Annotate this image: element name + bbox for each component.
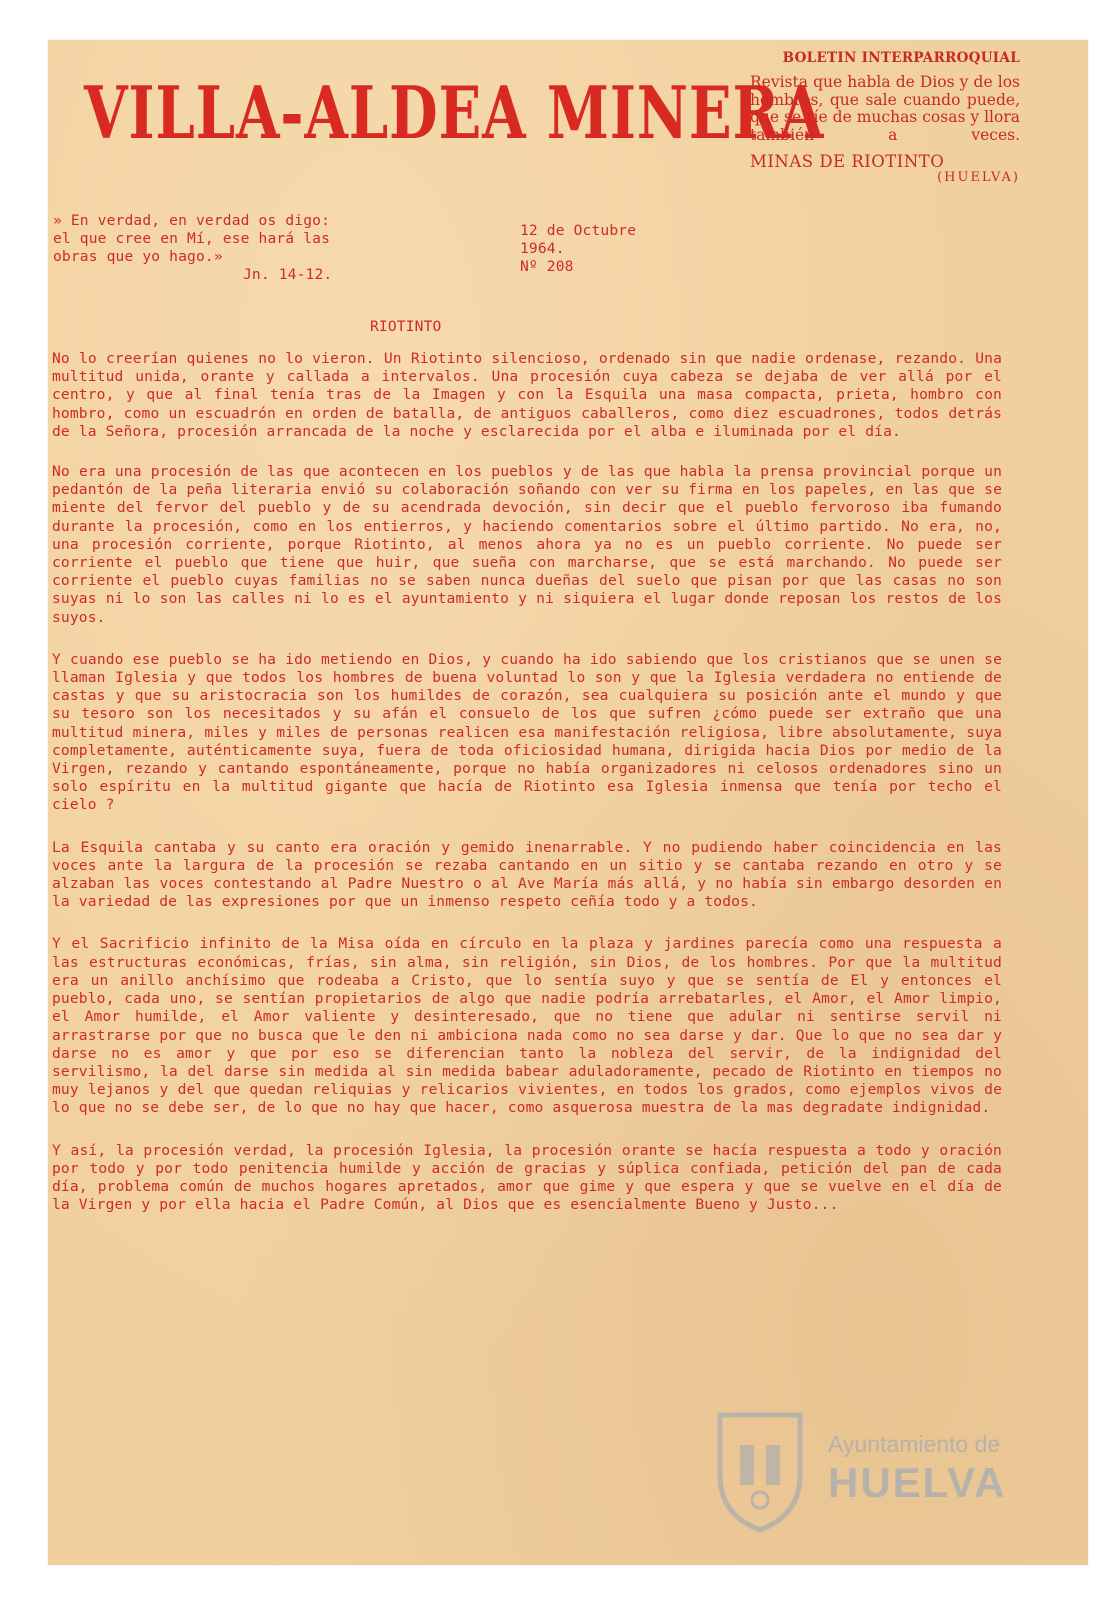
boletin-place: MINAS DE RIOTINTO: [750, 152, 945, 171]
quote-line: el que cree en Mí, ese hará las: [53, 230, 331, 247]
quote-line: » En verdad, en verdad os digo:: [53, 212, 331, 229]
boletin-description: Revista que habla de Dios y de los hombres, que sale cuando puede, que se ríe de muchas cosas y llora también a veces.: [750, 73, 1020, 144]
quote-reference: Jn. 14-12.: [243, 266, 333, 283]
article-paragraph: Y el Sacrificio infinito de la Misa oída en círculo en la plaza y jardines parecía como una respuesta a las estructuras económicas, frías, sin alma, sin religión, sin Dios, de los hombres. Por que la multitud era un anillo anchísimo que rodeaba a Cristo, que lo sentía suyo y que se sentía de El y entonces el pueblo, cada uno, se sentían propietarios de algo que nadie podría arrebatarles, el Amor, el Amor limpio, el Amor humilde, el Amor valiente y desinteresado, que no tiene que adular ni sentirse servil ni arrastrarse por que no busca que le den ni ambiciona nada como no sea darse y dar. Que lo que no sea dar y darse no es amor y que por eso se diferencian tanto la nobleza del servir, de la indignidad del servilismo, la del darse sin medida al sin medida babear aduladoramente, pecado de Riotinto en tiempos no muy lejanos y del que quedan reliquias y relicarios vivientes, en todos los grados, como ejemplos vivos de lo que no se debe ser, de lo que no hay que hacer, como asquerosa muestra de la mas degradate indignidad.: [52, 935, 1002, 1117]
issue-number: Nº 208: [520, 258, 574, 275]
boletin-kicker: BOLETIN INTERPARROQUIAL: [782, 50, 1020, 66]
issue-year: 1964.: [520, 240, 565, 257]
masthead-title: VILLA-ALDEA MINERA: [84, 70, 825, 155]
issue-date: 12 de Octubre: [520, 222, 637, 239]
archive-watermark: [700, 1405, 1030, 1535]
article-paragraph: La Esquila cantaba y su canto era oración y gemido inenarrable. Y no pudiendo haber coincidencia en las voces ante la largura de la procesión se rezaba cantando en un sitio y se cantaba rezando en otro y se alzaban las voces contestando al Padre Nuestro o al Ave María más allá, y no había sin embargo desorden en la variedad de las expresiones por que un inmenso respeto ceñía todo y a todos.: [52, 838, 1002, 911]
article-paragraph: No lo creerían quienes no lo vieron. Un Riotinto silencioso, ordenado sin que nadie ordenase, rezando. Una multitud unida, orante y callada a intervalos. Una procesión cuya cabeza se dejaba de ver allá por el centro, y que al final tenía tras de la Imagen y con la Esquila una masa compacta, prieta, hombro con hombro, como un escuadrón en orden de batalla, de antiguos caballeros, como diez escuadrones, todos detrás de la Señora, procesión arrancada de la noche y esclarecida por el alba e iluminada por el día.: [52, 350, 1002, 440]
quote-line: obras que yo hago.»: [53, 248, 223, 265]
article-paragraph: Y así, la procesión verdad, la procesión Iglesia, la procesión orante se hacía respuesta a todo y oración por todo y por todo penitencia humilde y acción de gracias y súplica confiada, petición del pan de cada día, problema común de muchos hogares apretados, amor que gime y que espera y que se vuelve en el día de la Virgen y por ella hacia el Padre Común, al Dios que es esencialmente Bueno y Justo...: [52, 1141, 1002, 1214]
coat-of-arms-icon: [700, 1405, 820, 1535]
article-paragraph: No era una procesión de las que acontecen en los pueblos y de las que habla la prensa provincial porque un pedantón de la peña literaria envió su colaboración soñando con ver su firma en los papeles, en las que se miente del fervor del pueblo y de su acendrada devoción, sin decir que el pueblo fervoroso iba fumando durante la procesión, como en los entierros, y haciendo comentarios sobre el último partido. No era, no, una procesión corriente, porque Riotinto, al menos ahora ya no es un pueblo corriente. No puede ser corriente el pueblo que tiene que huir, que sueña con marcharse, que se está marchando. No puede ser corriente el pueblo cuyas familias no se saben nunca dueñas del suelo que pisan por que las casas no son suyas ni lo son las calles ni lo es el ayuntamiento y ni siquiera el lugar donde reposan los restos de los suyos.: [52, 463, 1002, 626]
epigraph-quote: [53, 212, 332, 284]
issue-info: [520, 222, 636, 276]
article-body: [52, 350, 1002, 1236]
article-heading: RIOTINTO: [370, 318, 442, 335]
watermark-line1: Ayuntamiento de: [828, 1431, 1001, 1457]
watermark-line2: HUELVA: [828, 1459, 1007, 1506]
boletin-province: (HUELVA): [937, 170, 1020, 185]
boletin-box: [750, 50, 1020, 185]
article-paragraph: Y cuando ese pueblo se ha ido metiendo en Dios, y cuando ha ido sabiendo que los cristianos que se unen se llaman Iglesia y que todos los hombres de buena voluntad lo son y que la Iglesia verdadera no entiende de castas y que su aristocracia son los humildes de corazón, sea cualquiera su posición ante el mundo y que su tesoro son los necesitados y su afán el consuelo de los que sufren ¿cómo puede ser extraño que una multitud minera, miles y miles de personas realicen esa manifestación religiosa, libre absolutamente, suya completamente, auténticamente suya, fuera de toda oficiosidad humana, dirigida hacia Dios por medio de la Virgen, rezando y cantando espontáneamente, porque no había organizadores ni celosos ordenadores sino un solo espíritu en la multitud gigante que hacía de Riotinto esa Iglesia inmensa que tenía por techo el cielo ?: [52, 650, 1002, 814]
